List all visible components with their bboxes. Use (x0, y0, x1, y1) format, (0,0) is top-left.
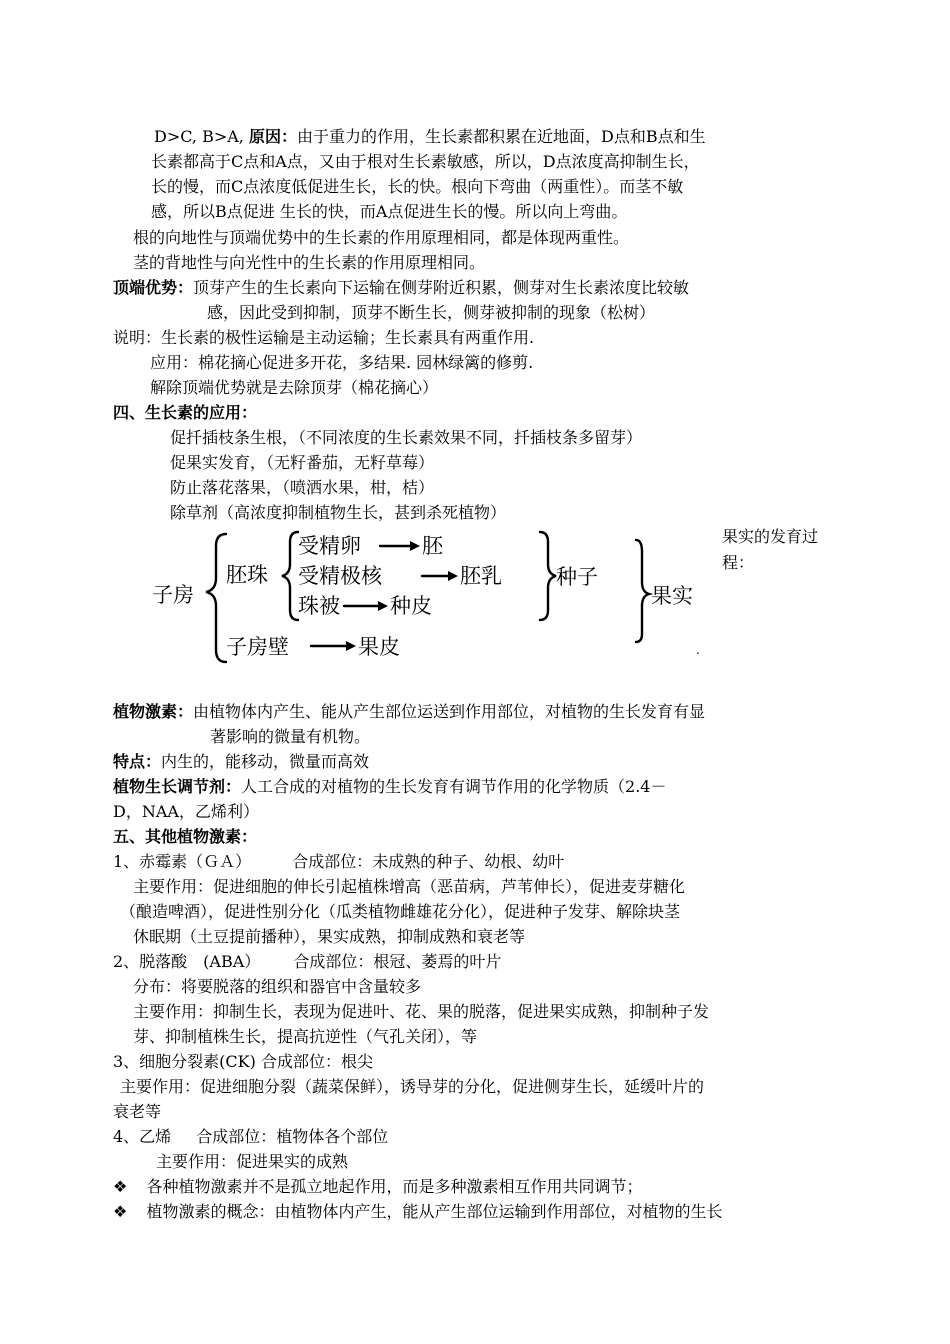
text: 合成部位：未成熟的种子、幼根、幼叶 (292, 852, 565, 871)
text: 顶芽产生的生长素向下运输在侧芽附近积累，侧芽对生长素浓度比较敏 (193, 278, 690, 297)
text: 人工合成的对植物的生长发育有调节作用的化学物质（2.4－ (241, 777, 667, 796)
line-35: 主要作用：促进果实的成熟 (156, 1152, 349, 1171)
line-34 (113, 1126, 388, 1148)
text: 各种植物激素并不是孤立地起作用，而是多种激素相互作用共同调节； (146, 1177, 643, 1196)
label-reason: 原因： (248, 127, 297, 146)
line-5: 根的向地性与顶端优势中的生长素的作用原理相同，都是体现两重性。 (133, 228, 630, 247)
line-15: 防止落花落果，（喷洒水果，柑，桔） (170, 478, 435, 497)
bullet-line-1 (113, 1176, 642, 1198)
line-26: 休眠期（土豆提前播种），果实成熟，抑制成熟和衰老等 (133, 927, 526, 946)
line-19 (113, 751, 369, 773)
diagram-integument: 珠被 (298, 594, 340, 618)
text: 由于重力的作用，生长素都积累在近地面，D点和B点和生 (297, 127, 706, 146)
hormone-ethylene: 4、乙烯 (113, 1127, 172, 1146)
side-label: 果实的发育过程： (722, 527, 819, 572)
line-21: D，NAA，乙烯利） (113, 802, 259, 821)
term-apical-dominance: 顶端优势： (113, 278, 194, 297)
line-32: 主要作用：促进细胞分裂（蔬菜保鲜），诱导芽的分化，促进侧芽生长，延缓叶片的 (120, 1077, 705, 1096)
diagram-seed: 种子 (556, 565, 598, 589)
text: 植物激素的概念：由植物体内产生，能从产生部位运输到作用部位，对植物的生长 (146, 1202, 723, 1221)
line-1 (154, 126, 706, 148)
line-33: 衰老等 (113, 1102, 162, 1121)
line-2: 长素都高于C点和A点，又由于根对生长素敏感，所以，D点浓度高抑制生长， (151, 152, 700, 171)
bullet-line-2 (113, 1201, 722, 1223)
line-9: 说明：生长素的极性运输是主动运输；生长素具有两重作用. (113, 328, 535, 347)
text: 合成部位：植物体各个部位 (196, 1127, 389, 1146)
diagram-endosperm: 胚乳 (460, 564, 502, 588)
text-ratio: D>C, B>A, (154, 127, 244, 146)
line-4: 感，所以B点促进 生长的快，而A点促进生长的慢。所以向上弯曲。 (151, 202, 628, 221)
fruit-development-diagram (148, 526, 718, 672)
brace-ovule (282, 532, 298, 620)
line-25: （酿造啤酒），促进性别分化（瓜类植物雌雄花分化），促进种子发芽、解除块茎 (120, 902, 681, 921)
line-29: 主要作用：抑制生长，表现为促进叶、花、果的脱落，促进果实成熟，抑制种子发 (133, 1002, 710, 1021)
line-8: 感，因此受到抑制，顶芽不断生长，侧芽被抑制的现象（松树） (207, 303, 656, 322)
line-30: 芽、抑制植株生长，提高抗逆性（气孔关闭），等 (133, 1027, 478, 1046)
diagram-fruit: 果实 (651, 584, 693, 608)
diagram-ovary-wall: 子房壁 (226, 635, 289, 659)
brace-fruit (636, 540, 649, 642)
diagram-fertilized-egg: 受精卵 (298, 534, 361, 558)
hormone-ga: 1、赤霉素（ＧＡ） (113, 852, 252, 871)
hormone-aba: 2、脱落酸 (ABA） (113, 952, 261, 971)
line-24: 主要作用：促进细胞的伸长引起植株增高（恶苗病，芦苇伸长），促进麦芽糖化 (133, 877, 686, 896)
diagram-dot: . (696, 643, 700, 657)
text: 合成部位：根冠、萎焉的叶片 (293, 952, 502, 971)
text: 由植物体内产生、能从产生部位运送到作用部位，对植物的生长发育有显 (193, 702, 706, 721)
diagram-ovary: 子房 (152, 583, 194, 607)
line-27 (113, 951, 501, 973)
diagram-fertilized-polar: 受精极核 (298, 564, 382, 588)
line-11: 解除顶端优势就是去除顶芽（棉花摘心） (150, 378, 439, 397)
line-13: 促扦插枝条生根，（不同浓度的生长素效果不同，扦插枝条多留芽） (170, 428, 643, 447)
bullet-icon: ❖ (113, 1202, 128, 1221)
line-3: 长的慢，而C点浓度低促进生长，长的快。根向下弯曲（两重性）。而茎不敏 (151, 177, 684, 196)
diagram-pericarp: 果皮 (358, 635, 400, 659)
section-heading-5: 五、其他植物激素： (113, 827, 258, 846)
diagram-seed-coat: 种皮 (390, 594, 432, 618)
line-23 (113, 851, 564, 873)
line-31: 3、细胞分裂素(CK) 合成部位：根尖 (113, 1052, 373, 1071)
line-7 (113, 277, 689, 299)
line-10: 应用：棉花摘心促进多开花，多结果. 园林绿篱的修剪. (150, 353, 534, 372)
term-plant-hormone: 植物激素： (113, 702, 194, 721)
line-14: 促果实发育，（无籽番茄，无籽草莓） (170, 453, 435, 472)
line-20 (113, 776, 666, 798)
text: 内生的，能移动，微量而高效 (161, 752, 370, 771)
term-growth-regulator: 植物生长调节剂： (113, 777, 242, 796)
line-17 (113, 701, 705, 723)
line-16: 除草剂（高浓度抑制植物生长，甚到杀死植物） (170, 503, 507, 522)
term-features: 特点： (113, 752, 162, 771)
diagram-ovule: 胚珠 (226, 563, 268, 587)
line-6: 茎的背地性与向光性中的生长素的作用原理相同。 (133, 253, 486, 272)
bullet-icon: ❖ (113, 1177, 128, 1196)
line-18: 著影响的微量有机物。 (210, 727, 371, 746)
brace-seed (540, 532, 556, 620)
diagram-embryo: 胚 (422, 534, 443, 558)
brace-ovary (206, 534, 226, 662)
line-28: 分布：将要脱落的组织和器官中含量较多 (133, 977, 422, 996)
section-heading-4: 四、生长素的应用： (113, 403, 258, 422)
